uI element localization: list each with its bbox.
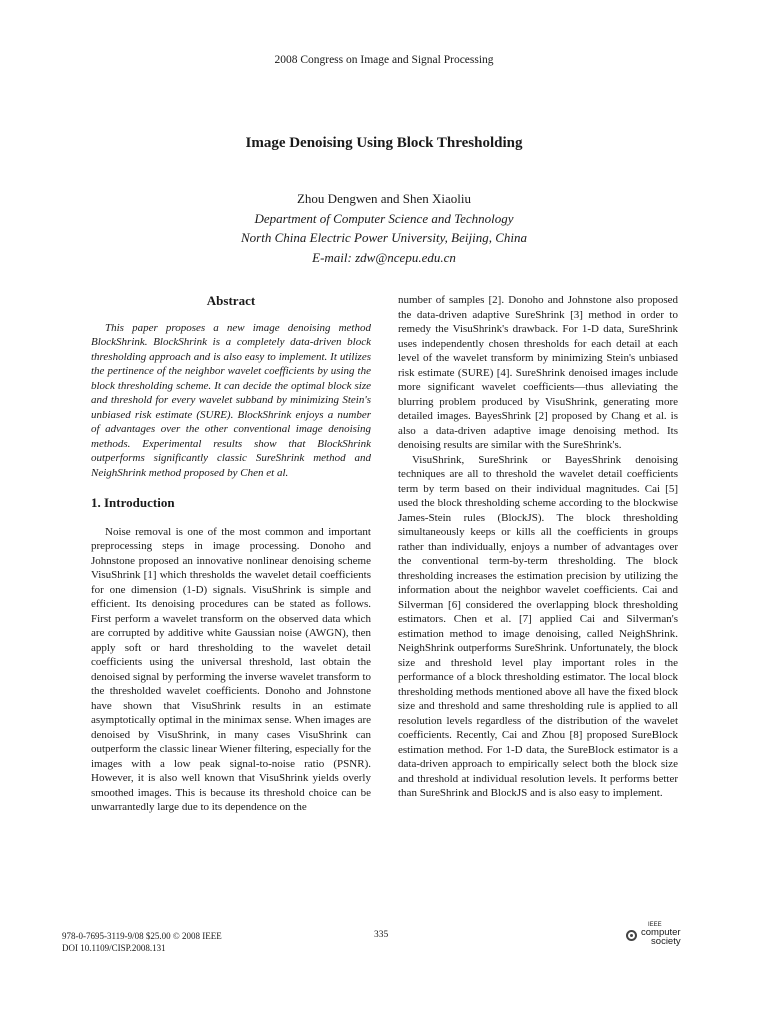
page-number: 335 [374, 930, 389, 940]
abstract-heading: Abstract [206, 293, 256, 308]
affiliation-department: Department of Computer Science and Technology [254, 210, 514, 226]
author-names: Zhou Dengwen and Shen Xiaoliu [296, 191, 472, 206]
footer-isbn: 978-0-7695-3119-9/08 $25.00 © 2008 IEEE [62, 931, 222, 941]
section-heading-introduction: 1. Introduction [91, 495, 175, 510]
affiliation-university: North China Electric Power University, Beijing, China [241, 230, 527, 245]
footer-publication-info [62, 930, 222, 954]
left-column [91, 294, 371, 815]
swirl-icon [626, 930, 637, 941]
ieee-computer-society-logo [626, 922, 698, 954]
logo-ieee-text: IEEE [648, 922, 662, 928]
abstract-text: This paper proposes a new image denoising method BlockShrink. BlockShrink is a completely data-driven block thresholding approach and is also easy to implement. It utilizes the pertinence of the neighbor wavelet coefficients by using the block thresholding scheme. It can decide the optimal block size and threshold for every wavelet subband by minimizing Stein's unbiased risk estimate (SURE). BlockShrink enjoys a number of advantages over the other conventional image denoising methods. Experimental results show that BlockShrink outperforms significantly classic SureShrink method and NeighShrink method proposed by Chen et al. [91, 321, 371, 479]
paper-title: Image Denoising Using Block Thresholding [245, 135, 523, 151]
logo-line-society: society [651, 936, 681, 947]
intro-paragraph-2: VisuShrink, SureShrink or BayesShrink denoising techniques are all to threshold the wavelet detail coefficients term by term based on their individual magnitudes. Cai [5] used the block thresholding scheme according to the blockwise James-Stein rules (BlockJS). The block thresholding simultaneously keeps or kills all the coefficients in groups rather than individually, enjoys a number of advantages over the conventional term-by-term thresholding. The block thresholding increases the estimation precision by utilizing the information about the neighbor wavelet coefficients. Cai and Silverman [6] considered the overlapping block thresholding estimators. Chen et al. [7] applied Cai and Silverman's estimation method to image denoising, called NeighShrink. NeighShrink outperforms SureShrink. Unfortunately, the block size and threshold level play important roles in the performance of a block thresholding estimator. The local block thresholding methods mentioned above all have the fixed block size and threshold and same thresholding rule is applied to all resolution levels regardless of the distribution of the wavelet coefficients. Recently, Cai and Zhou [8] proposed SureBlock estimation method. For 1-D data, the SureBlock estimator is a data-driven approach to empirically select both the block size and threshold at individual resolution levels. It performs better than SureShrink and BlockJS and is also easy to implement. [398, 453, 678, 799]
logo-line-computer: computer [641, 927, 681, 938]
author-block [0, 189, 768, 267]
intro-paragraph-1-continued: number of samples [2]. Donoho and Johnstone also proposed the data-driven adaptive SureShrink [3] method in order to remedy the VisuShrink's drawback. For 1-D data, SureShrink uses independently chosen thresholds for each detail at each level of the wavelet transform by minimizing Stein's unbiased risk estimate (SURE) [4]. SureShrink denoised images include more significant wavelet coefficients—thus alleviating the blurring problem produced by VisuShrink, generating more detailed images. BayesShrink [2] proposed by Chang et al. is also a data-driven adaptive image denoising method. Its denoising results are similar with the SureShrink's. [398, 294, 678, 451]
right-column [398, 293, 678, 801]
author-email: E-mail: zdw@ncepu.edu.cn [312, 249, 456, 265]
conference-header: 2008 Congress on Image and Signal Processing [274, 54, 494, 66]
footer-doi: DOI 10.1109/CISP.2008.131 [62, 943, 166, 953]
intro-paragraph-1: Noise removal is one of the most common and important preprocessing steps in image processing. Donoho and Johnstone proposed an innovative nonlinear denoising scheme VisuShrink [1] which thresholds the wavelet detail coefficients for one dimension (1-D) signals. VisuShrink is simple and efficient. Its denoising procedures can be stated as follows. First perform a wavelet transform on the observed data which are corrupted by additive white Gaussian noise (AWGN), then apply soft or hard thresholding to the wavelet detail coefficients using the universal threshold, last obtain the denoised signal by performing the inverse wavelet transform to the thresholded wavelet coefficients. Donoho and Johnstone have shown that VisuShrink results in an estimate asymptotically optimal in the minimax sense. When images are denoised by VisuShrink, in many cases VisuShrink can outperform the classic linear Wiener filtering, especially for the images with a low peak signal-to-noise ratio (PSNR). However, it is also well known that VisuShrink yields overly smoothed images. This is because its threshold choice can be unwarrantedly large due to its dependence on the [91, 525, 371, 813]
logo-society-text [641, 928, 681, 946]
